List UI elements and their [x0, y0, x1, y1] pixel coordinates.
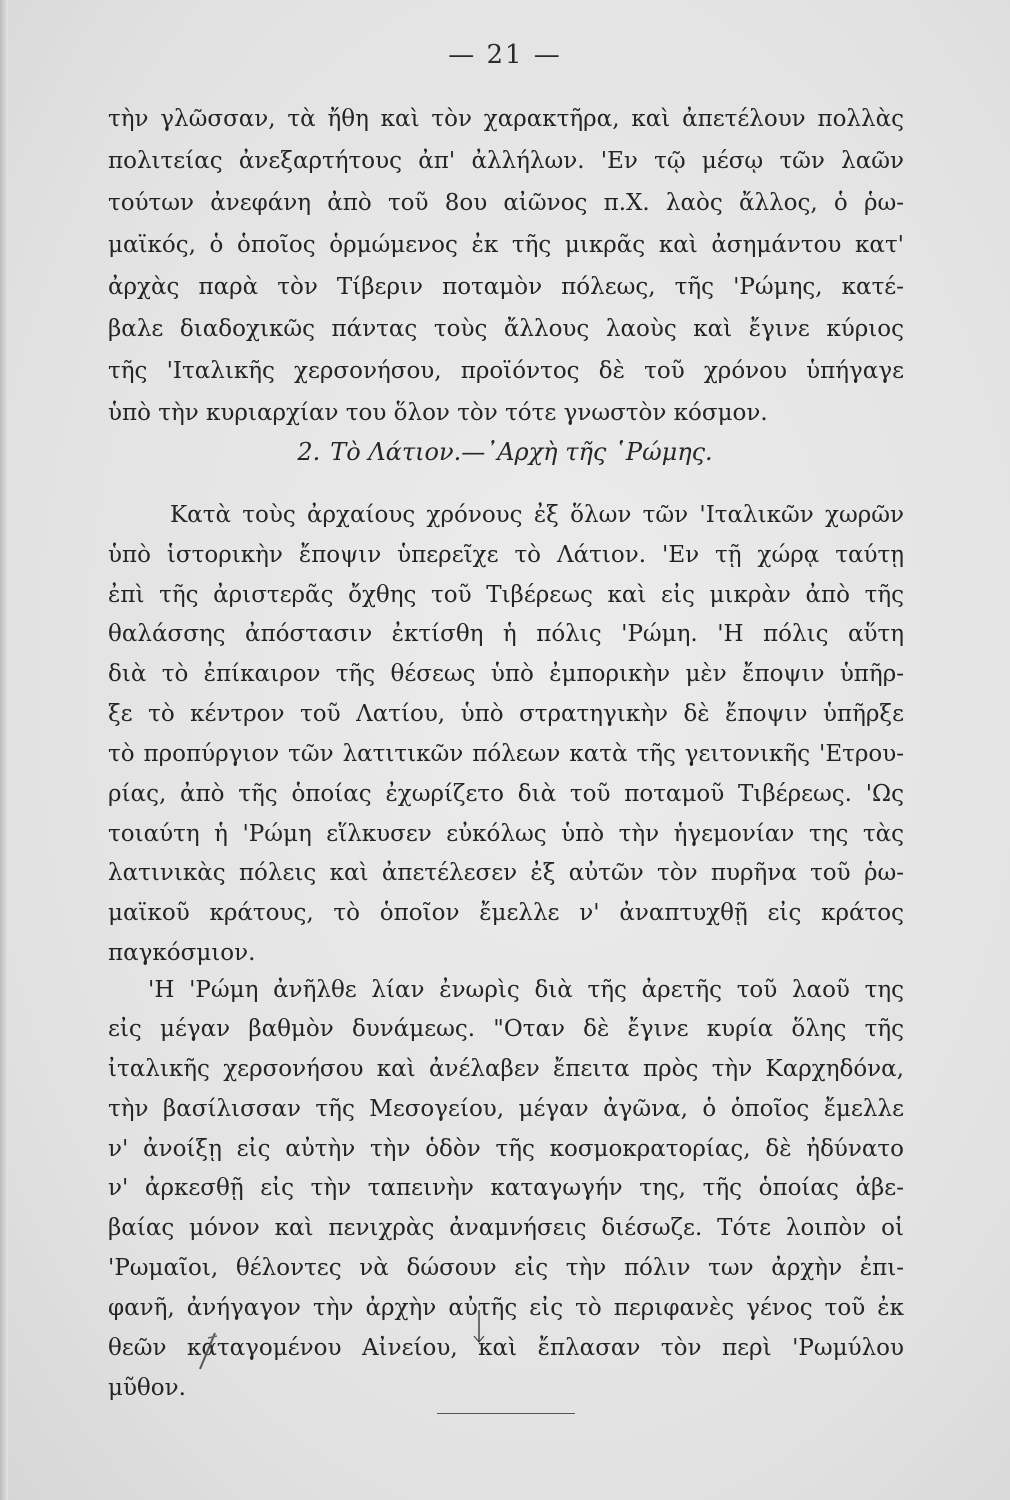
text-line: μῦθον. [108, 1375, 186, 1401]
text-line: Κατὰ τοὺς ἀρχαίους χρόνους ἐξ ὅλων τῶν 'Ιταλικῶν χωρῶν [170, 502, 904, 528]
page-end-rule [437, 1413, 575, 1414]
text-line: ν' ἀρκεσθῇ εἰς τὴν ταπεινὴν καταγωγήν της, τῆς ὁποίας ἀβε- [108, 1175, 904, 1201]
text-line: θεῶν καταγομένου Αἰνείου, καὶ ἔπλασαν τὸν περὶ 'Ρωμύλου [108, 1335, 904, 1361]
section-title: Τὸ Λάτιον.—᾿Αρχὴ τῆς ῾Ρώμης. [330, 438, 713, 466]
text-line: ὑπὸ ἱστορικὴν ἔποψιν ὑπερεῖχε τὸ Λάτιον. 'Εν τῇ χώρᾳ ταύτῃ [108, 542, 904, 568]
text-line: τούτων ἀνεφάνη ἀπὸ τοῦ 8ου αἰῶνος π.Χ. λαὸς ἄλλος, ὁ ῥω- [108, 190, 904, 216]
text-line: τὴν γλῶσσαν, τὰ ἤθη καὶ τὸν χαρακτῆρα, καὶ ἀπετέλουν πολλὰς [108, 106, 904, 132]
text-line: ὑπὸ τὴν κυριαρχίαν του ὅλον τὸν τότε γνωστὸν κόσμον. [108, 400, 768, 426]
text-line: 'Ρωμαῖοι, θέλοντες νὰ δώσουν εἰς τὴν πόλιν των ἀρχὴν ἐπι- [108, 1255, 904, 1281]
text-line: τὴν βασίλισσαν τῆς Μεσογείου, μέγαν ἀγῶνα, ὁ ὁποῖος ἔμελλε [108, 1096, 904, 1122]
page-spine-shadow [0, 0, 8, 1500]
text-line: λατινικὰς πόλεις καὶ ἀπετέλεσεν ἐξ αὐτῶν τὸν πυρῆνα τοῦ ῥω- [108, 860, 904, 886]
text-line: ἀρχὰς παρὰ τὸν Τίβεριν ποταμὸν πόλεως, τῆς 'Ρώμης, κατέ- [108, 274, 904, 300]
text-line: τοιαύτη ἡ 'Ρώμη εἵλκυσεν εὐκόλως ὑπὸ τὴν ἡγεμονίαν της τὰς [108, 821, 904, 847]
text-line: παγκόσμιον. [108, 940, 256, 966]
page-number: — 21 — [448, 40, 562, 70]
text-line: μαϊκοῦ κράτους, τὸ ὁποῖον ἔμελλε ν' ἀναπτυχθῇ εἰς κράτος [108, 900, 904, 926]
text-line: τῆς 'Ιταλικῆς χερσονήσου, προϊόντος δὲ τοῦ χρόνου ὑπήγαγε [108, 358, 904, 384]
text-line: ξε τὸ κέντρον τοῦ Λατίου, ὑπὸ στρατηγικὴν δὲ ἔποψιν ὑπῆρξε [108, 701, 904, 727]
section-heading [0, 438, 1010, 466]
section-number: 2. [297, 438, 321, 466]
pencil-insert-mark [472, 1308, 486, 1344]
text-line: τὸ προπύργιον τῶν λατιτικῶν πόλεων κατὰ τῆς γειτονικῆς 'Ετρου- [108, 741, 904, 767]
text-line: ἰταλικῆς χερσονήσου καὶ ἀνέλαβεν ἔπειτα πρὸς τὴν Καρχηδόνα, [108, 1056, 904, 1082]
text-line: φανῆ, ἀνήγαγον τὴν ἀρχὴν αὐτῆς εἰς τὸ περιφανὲς γένος τοῦ ἐκ [108, 1295, 904, 1321]
text-line: ρίας, ἀπὸ τῆς ὁποίας ἐχωρίζετο διὰ τοῦ ποταμοῦ Τιβέρεως. 'Ως [108, 781, 904, 807]
text-line: βαίας μόνον καὶ πενιχρὰς ἀναμνήσεις διέσωζε. Τότε λοιπὸν οἱ [108, 1215, 904, 1241]
text-line: 'Η 'Ρώμη ἀνῆλθε λίαν ἐνωρὶς διὰ τῆς ἀρετῆς τοῦ λαοῦ της [148, 977, 904, 1003]
text-line: ἐπὶ τῆς ἀριστερᾶς ὄχθης τοῦ Τιβέρεως καὶ εἰς μικρὰν ἀπὸ τῆς [108, 582, 904, 608]
text-line: εἰς μέγαν βαθμὸν δυνάμεως. "Οταν δὲ ἔγινε κυρία ὅλης τῆς [108, 1016, 904, 1042]
text-line: θαλάσσης ἀπόστασιν ἐκτίσθη ἡ πόλις 'Ρώμη. 'Η πόλις αὕτη [108, 621, 904, 647]
text-line: πολιτείας ἀνεξαρτήτους ἀπ' ἀλλήλων. 'Εν τῷ μέσῳ τῶν λαῶν [108, 148, 904, 174]
text-line: μαϊκός, ὁ ὁποῖος ὁρμώμενος ἐκ τῆς μικρᾶς καὶ ἀσημάντου κατ' [108, 232, 904, 258]
pencil-slash-mark [196, 1330, 218, 1372]
text-line: ν' ἀνοίξῃ εἰς αὐτὴν τὴν ὁδὸν τῆς κοσμοκρατορίας, δὲ ἠδύνατο [108, 1136, 904, 1162]
text-line: διὰ τὸ ἐπίκαιρον τῆς θέσεως ὑπὸ ἐμπορικὴν μὲν ἔποψιν ὑπῆρ- [108, 661, 904, 687]
text-line: βαλε διαδοχικῶς πάντας τοὺς ἄλλους λαοὺς καὶ ἔγινε κύριος [108, 316, 904, 342]
